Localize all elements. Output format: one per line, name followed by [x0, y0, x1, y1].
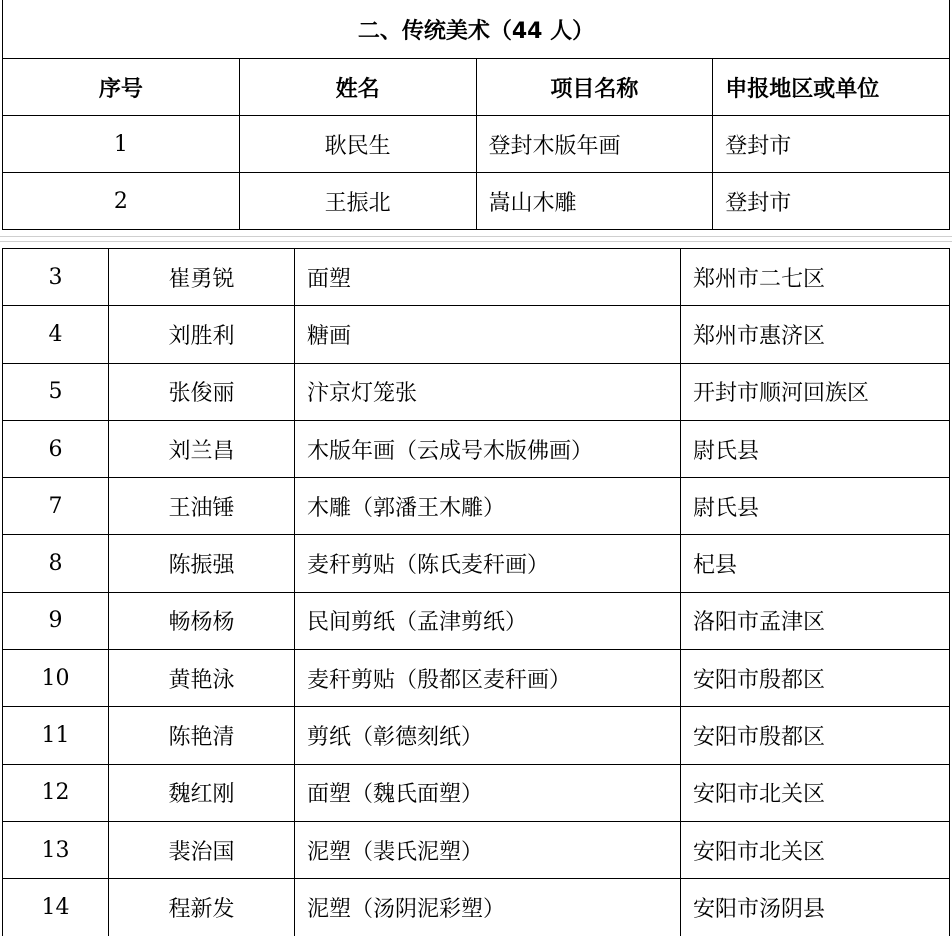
cell-no: 2 [3, 173, 240, 230]
table-row [3, 592, 950, 649]
header-project: 项目名称 [476, 59, 713, 116]
cell-project: 木版年画（云成号木版佛画） [295, 420, 681, 477]
cell-region: 尉氏县 [681, 420, 950, 477]
cell-region: 登封市 [713, 173, 950, 230]
cell-name: 畅杨杨 [109, 592, 295, 649]
cell-project: 登封木版年画 [476, 116, 713, 173]
header-row [3, 59, 950, 116]
cell-no: 13 [3, 821, 109, 878]
cell-name: 张俊丽 [109, 363, 295, 420]
cell-region: 安阳市北关区 [681, 764, 950, 821]
cell-no: 7 [3, 478, 109, 535]
cell-no: 11 [3, 707, 109, 764]
cell-name: 刘胜利 [109, 306, 295, 363]
table-row [3, 707, 950, 764]
cell-name: 程新发 [109, 879, 295, 936]
cell-name: 黄艳泳 [109, 650, 295, 707]
table-row [3, 173, 950, 230]
table-row [3, 478, 950, 535]
table-row [3, 116, 950, 173]
cell-project: 麦秆剪贴（陈氏麦秆画） [295, 535, 681, 592]
cell-name: 耿民生 [239, 116, 476, 173]
table-row [3, 764, 950, 821]
cell-project: 泥塑（裴氏泥塑） [295, 821, 681, 878]
header-region: 申报地区或单位 [713, 59, 950, 116]
table-row [3, 363, 950, 420]
cell-name: 刘兰昌 [109, 420, 295, 477]
cell-region: 开封市顺河回族区 [681, 363, 950, 420]
cell-no: 8 [3, 535, 109, 592]
cell-region: 郑州市二七区 [681, 249, 950, 306]
cell-region: 郑州市惠济区 [681, 306, 950, 363]
cell-region: 杞县 [681, 535, 950, 592]
cell-region: 安阳市殷都区 [681, 707, 950, 764]
table-row [3, 650, 950, 707]
cell-project: 糖画 [295, 306, 681, 363]
cell-project: 面塑（魏氏面塑） [295, 764, 681, 821]
table-part-2 [2, 248, 950, 936]
cell-project: 嵩山木雕 [476, 173, 713, 230]
cell-region: 尉氏县 [681, 478, 950, 535]
cell-region: 安阳市北关区 [681, 821, 950, 878]
cell-no: 10 [3, 650, 109, 707]
table-title: 二、传统美术（44 人） [3, 0, 950, 59]
cell-name: 陈艳清 [109, 707, 295, 764]
cell-no: 6 [3, 420, 109, 477]
cell-project: 面塑 [295, 249, 681, 306]
page-break [0, 230, 952, 248]
header-name: 姓名 [239, 59, 476, 116]
table-row [3, 879, 950, 936]
cell-region: 安阳市殷都区 [681, 650, 950, 707]
cell-no: 9 [3, 592, 109, 649]
cell-no: 1 [3, 116, 240, 173]
cell-name: 崔勇锐 [109, 249, 295, 306]
cell-no: 3 [3, 249, 109, 306]
header-no: 序号 [3, 59, 240, 116]
cell-project: 泥塑（汤阴泥彩塑） [295, 879, 681, 936]
cell-region: 登封市 [713, 116, 950, 173]
table-row [3, 535, 950, 592]
cell-name: 陈振强 [109, 535, 295, 592]
cell-name: 裴治国 [109, 821, 295, 878]
cell-project: 木雕（郭潘王木雕） [295, 478, 681, 535]
cell-project: 麦秆剪贴（殷都区麦秆画） [295, 650, 681, 707]
cell-no: 5 [3, 363, 109, 420]
cell-name: 王油锤 [109, 478, 295, 535]
cell-no: 4 [3, 306, 109, 363]
cell-project: 汴京灯笼张 [295, 363, 681, 420]
table-row [3, 249, 950, 306]
table-row [3, 821, 950, 878]
cell-name: 魏红刚 [109, 764, 295, 821]
table-row [3, 306, 950, 363]
table-part-1 [2, 0, 950, 230]
cell-project: 民间剪纸（孟津剪纸） [295, 592, 681, 649]
title-row [3, 0, 950, 59]
cell-no: 14 [3, 879, 109, 936]
cell-region: 洛阳市孟津区 [681, 592, 950, 649]
cell-no: 12 [3, 764, 109, 821]
cell-name: 王振北 [239, 173, 476, 230]
cell-project: 剪纸（彰德刻纸） [295, 707, 681, 764]
table-row [3, 420, 950, 477]
cell-region: 安阳市汤阴县 [681, 879, 950, 936]
